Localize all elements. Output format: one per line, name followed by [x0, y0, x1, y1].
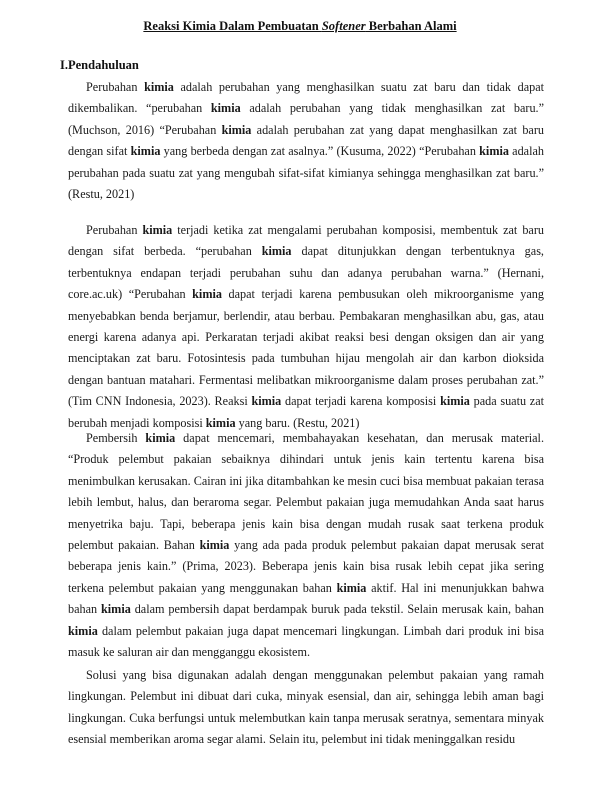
title-italic-term: Softener: [321, 19, 366, 33]
text-run: dapat terjadi karena komposisi: [281, 394, 441, 409]
text-run: dapat ditunjukkan dengan terbentuknya gas, terbentuknya endapan terjadi perubahan suhu dan adanya perubahan warna.” (Hernani, core.ac.uk) “Perubahan: [68, 244, 544, 302]
text-run: Perubahan: [86, 223, 143, 237]
bold-term: kimia: [130, 144, 161, 159]
text-run: adalah perubahan pada suatu zat yang mengubah sifat-sifat kimianya sehingga menghasilkan zat baru.” (Restu, 2021): [68, 144, 544, 202]
document-title: [0, 19, 600, 34]
text-run: terjadi ketika zat mengalami perubahan komposisi, membentuk zat baru dengan sifat berbeda. “perubahan: [68, 223, 544, 259]
text-run: yang baru. (Restu, 2021): [235, 415, 360, 430]
text-run: adalah perubahan yang tidak menghasilkan zat baru.” (Muchson, 2016) “Perubahan: [68, 101, 544, 137]
bold-term: kimia: [199, 538, 230, 553]
bold-term: kimia: [479, 144, 509, 159]
text-run: pada suatu zat berubah menjadi komposisi: [68, 394, 545, 430]
bold-term: kimia: [205, 415, 236, 430]
text-run: adalah perubahan yang menghasilkan suatu zat baru dan tidak dapat dikembalikan. “perubahan: [68, 80, 544, 116]
text-run: Pembersih: [86, 431, 146, 445]
text-run: yang ada pada produk pelembut pakaian dapat merusak serat beberapa jenis kain.” (Prima, 2023). Beberapa jenis kain bisa rusak lebih cepat jika sering terkena pelembut pakaian yang menggunakan bahan: [68, 538, 544, 595]
bold-term: kimia: [261, 244, 292, 259]
paragraph-1: [68, 77, 544, 205]
title-part-1: Reaksi Kimia Dalam Pembuatan: [143, 19, 322, 33]
bold-term: kimia: [251, 394, 282, 409]
text-run: adalah perubahan zat yang dapat menghasilkan zat baru dengan sifat: [68, 122, 544, 159]
text-run: aktif. Hal ini menunjukkan bahwa bahan: [68, 580, 544, 617]
text-run: yang berbeda dengan zat asalnya.” (Kusuma, 2022) “Perubahan: [160, 144, 480, 159]
paragraph-4: [68, 665, 544, 751]
title-part-3: Berbahan Alami: [365, 19, 457, 33]
text-run: Perubahan: [86, 80, 145, 94]
text-run: dalam pembersih dapat berdampak buruk pada tekstil. Selain merusak kain, bahan: [130, 602, 544, 617]
paragraph-2: [68, 220, 544, 434]
text-run: dapat terjadi karena pembusukan oleh mikroorganisme yang menyebabkan benda berjamur, berlendir, atau berbau. Pembakaran menghasilkan abu, gas, atau energi karena adanya api. Perkaratan terjadi akibat reaksi besi dengan oksigen dan air yang menciptakan zat baru. Fotosintesis pada tumbuhan hijau mengolah air dan karbon dioksida dengan bantuan matahari. Fermentasi melibatkan mikroorganisme dalam proses perubahan zat.” (Tim CNN Indonesia, 2023). Reaksi: [68, 287, 544, 409]
text-run: dalam pelembut pakaian juga dapat mencemari lingkungan. Limbah dari produk ini bisa masuk ke saluran air dan mengganggu ekosistem.: [68, 623, 544, 660]
bold-term: kimia: [336, 580, 367, 595]
bold-term: kimia: [210, 101, 241, 116]
bold-term: kimia: [68, 623, 98, 638]
text-run: dapat mencemari, membahayakan kesehatan, dan merusak material. “Produk pelembut pakaian sebaiknya dihindari untuk jenis kain tertentu karena bisa menimbulkan kerusakan. Cairan ini jika ditambahkan ke mesin cuci bisa membuat pakaian terasa lebih lembut, halus, dan beraroma segar. Pelembut pakaian juga memudahkan Anda saat harus menyetrika baju. Tapi, beberapa jenis kain bisa dengan mudah rusak saat terkena produk pelembut pakaian. Bahan: [68, 431, 544, 553]
bold-term: kimia: [144, 80, 174, 94]
bold-term: kimia: [440, 394, 470, 409]
bold-term: kimia: [101, 602, 131, 617]
bold-term: kimia: [192, 287, 222, 302]
paragraph-3: [68, 428, 544, 663]
text-run: Solusi yang bisa digunakan adalah dengan menggunakan pelembut pakaian yang ramah lingkungan. Pelembut ini dibuat dari cuka, minyak esensial, dan air, sehingga lebih aman bagi lingkungan. Cuka berfungsi untuk melembutkan kain tanpa merusak seratnya, sementara minyak esensial memberikan aroma segar alami. Selain itu, pelembut ini tidak meninggalkan residu: [68, 668, 544, 747]
bold-term: kimia: [142, 223, 173, 237]
bold-term: kimia: [221, 122, 252, 137]
section-heading: I.Pendahuluan: [60, 58, 139, 72]
bold-term: kimia: [145, 431, 176, 445]
